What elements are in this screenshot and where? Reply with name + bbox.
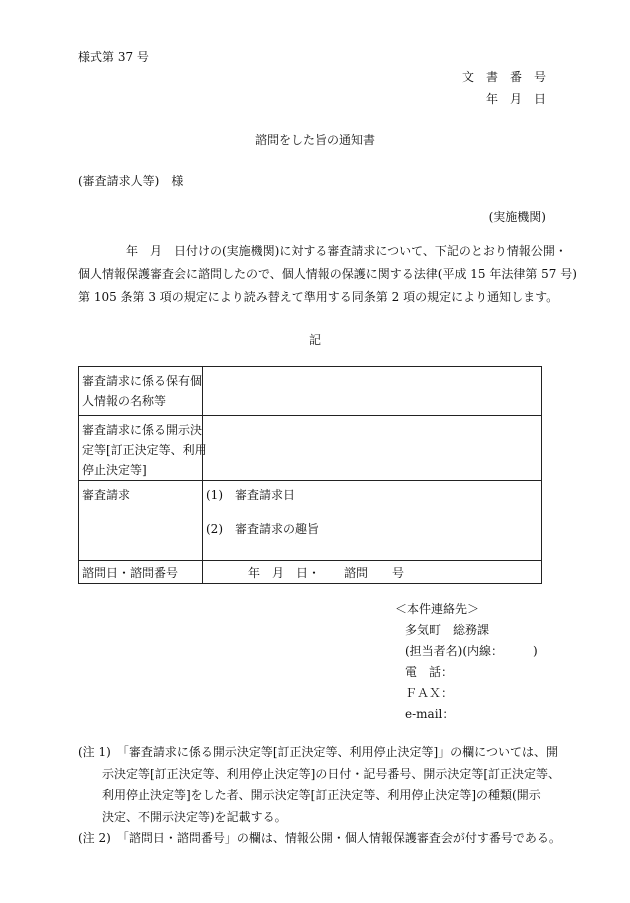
note-1-line-4: 決定、不開示決定等)を記載する。: [102, 809, 287, 824]
contact-email: e-mail：: [405, 707, 455, 721]
contact-department: 多気町 総務課: [405, 623, 490, 637]
table-label-cell: [79, 481, 203, 561]
table-row: [79, 481, 542, 561]
notes-block: [78, 742, 561, 850]
row2-label-line-1: 審査請求に係る開示決: [82, 423, 203, 437]
row4-label: 諮問日・諮問番号: [82, 566, 179, 580]
table-row: [79, 561, 542, 584]
table-value-cell: [203, 561, 542, 584]
table-row: [79, 416, 542, 481]
contact-tel: 電 話：: [405, 665, 454, 679]
body-line-1: 年 月 日付けの(実施機関)に対する審査請求について、下記のとおり情報公開・: [126, 244, 567, 258]
contact-heading: ＜本件連絡先＞: [395, 602, 480, 616]
table-value-cell: [203, 367, 542, 416]
row1-label-line-2: 人情報の名称等: [82, 394, 167, 408]
request-purpose-item: (2) 審査請求の趣旨: [206, 522, 319, 536]
table-row: [79, 367, 542, 416]
form-number: 様式第 37 号: [78, 50, 149, 64]
contact-person: (担当者名)(内線： ): [405, 644, 538, 658]
table-value-cell: [203, 481, 542, 561]
document-title: 諮問をした旨の通知書: [254, 133, 375, 147]
contact-fax: ＦＡＸ：: [405, 686, 454, 700]
row2-label-line-3: 停止決定等]: [82, 463, 147, 477]
body-paragraph: [78, 240, 577, 309]
body-line-2: 個人情報保護審査会に諮問したので、個人情報の保護に関する法律(平成 15 年法律第 57 号): [78, 267, 577, 281]
info-table: [78, 366, 542, 584]
contact-block: [395, 603, 538, 729]
body-line-3: 第 105 条第 3 項の規定により読み替えて準用する同条第 2 項の規定により通知します。: [78, 290, 559, 304]
table-value-cell: [203, 416, 542, 481]
table-label-cell: [79, 561, 203, 584]
document-number-label: 文 書 番 号: [461, 70, 546, 84]
consultation-date-number: 年 月 日・ 諮問 号: [248, 566, 405, 580]
note-1-line-2: 示決定等[訂正決定等、利用停止決定等]の日付・記号番号、開示決定等[訂正決定等、: [102, 766, 561, 781]
addressee: (審査請求人等) 様: [78, 174, 184, 188]
row1-label-line-1: 審査請求に係る保有個: [82, 374, 203, 388]
note-2-line-1: (注 2) 「諮問日・諮問番号」の欄は、情報公開・個人情報保護審査会が付す番号である。: [78, 831, 561, 845]
request-date-item: (1) 審査請求日: [206, 488, 295, 502]
ki-heading: 記: [308, 333, 321, 347]
table-label-cell: [79, 416, 207, 481]
note-1-line-3: 利用停止決定等]をした者、開示決定等[訂正決定等、利用停止決定等]の種類(開示: [102, 788, 541, 802]
note-1-line-1: (注 1) 「審査請求に係る開示決定等[訂正決定等、利用停止決定等]」の欄については、開: [78, 745, 558, 759]
row2-label-line-2: 定等[訂正決定等、利用: [82, 443, 207, 457]
date-label: 年 月 日: [485, 92, 546, 106]
sender-agency: (実施機関): [488, 210, 546, 224]
table-label-cell: [79, 367, 203, 416]
row3-label: 審査請求: [82, 488, 131, 502]
